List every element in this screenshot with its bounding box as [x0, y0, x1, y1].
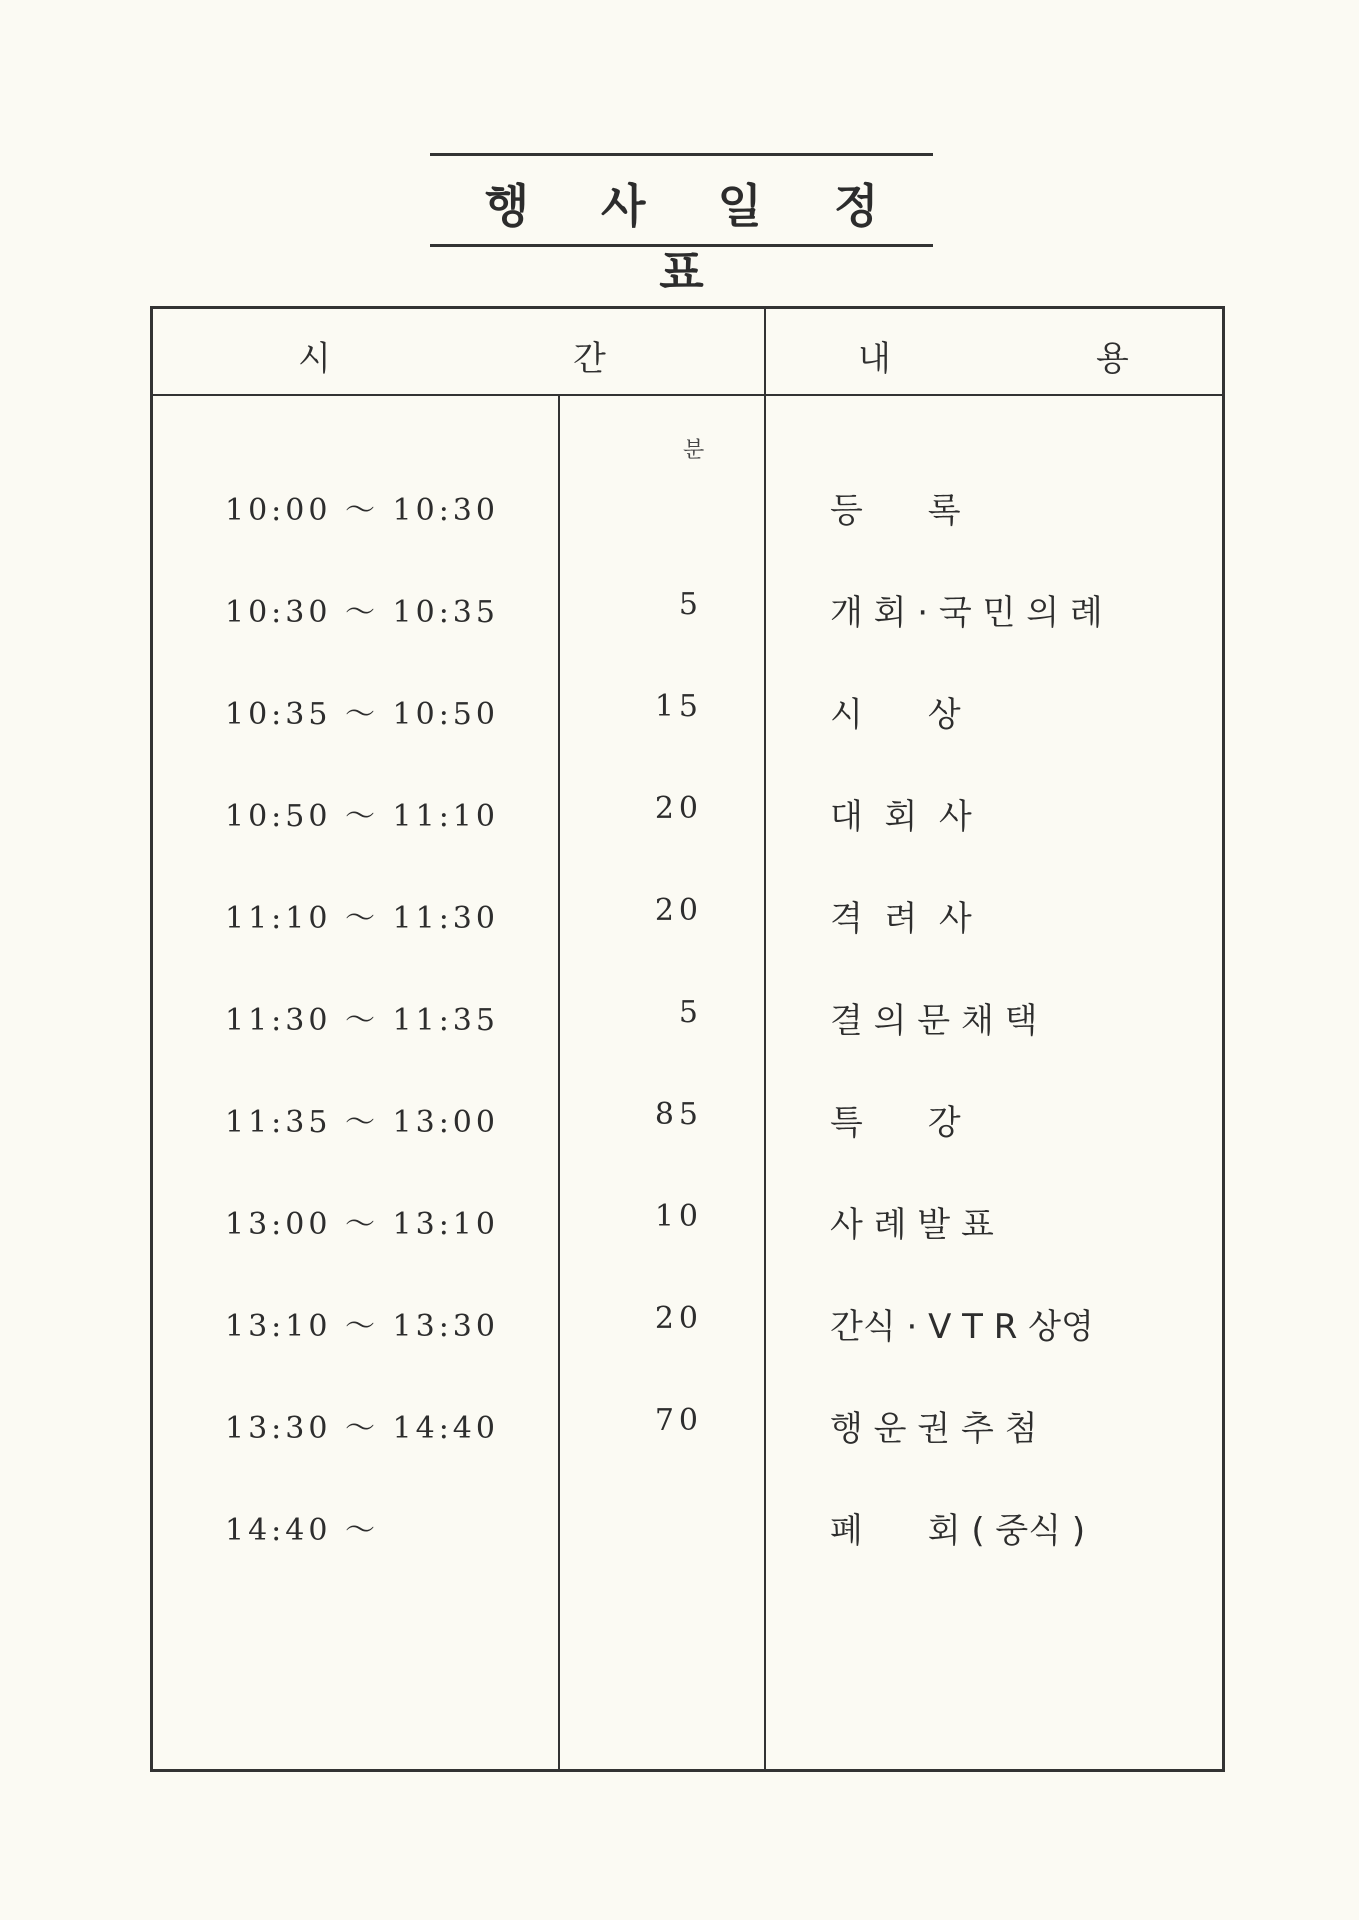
schedule-table [150, 306, 1225, 1772]
row-time: 13:00 ～ 13:10 [225, 1207, 499, 1242]
row-minutes: 20 [654, 1301, 703, 1336]
table-header [153, 309, 1222, 396]
row-time: 10:30 ～ 10:35 [225, 595, 499, 630]
header-content-char-2: 용 [1096, 339, 1129, 379]
title-block [430, 153, 933, 299]
table-row [153, 1189, 1222, 1249]
header-time-char-2: 간 [573, 339, 606, 379]
table-row [153, 577, 1222, 637]
page-title: 행 사 일 정 표 [484, 179, 907, 299]
row-minutes: 5 [678, 587, 703, 622]
row-minutes: 85 [654, 1097, 703, 1132]
minutes-unit-label: 분 [683, 438, 705, 463]
table-row [153, 781, 1222, 841]
row-content: 결 의 문 채 택 [830, 1001, 1038, 1041]
row-minutes: 15 [654, 689, 703, 724]
row-time: 10:00 ～ 10:30 [225, 493, 499, 528]
row-minutes: 20 [654, 791, 703, 826]
row-time: 13:10 ～ 13:30 [225, 1309, 499, 1344]
row-time: 10:35 ～ 10:50 [225, 697, 499, 732]
table-row [153, 1291, 1222, 1351]
row-time: 14:40 ～ [225, 1513, 379, 1548]
row-content: 특 강 [830, 1103, 961, 1143]
table-row [153, 1393, 1222, 1453]
row-minutes: 5 [678, 995, 703, 1030]
row-content: 사 례 발 표 [830, 1205, 994, 1245]
table-row [153, 1495, 1222, 1555]
row-minutes: 20 [654, 893, 703, 928]
row-content: 간식 · V T R 상영 [830, 1307, 1094, 1347]
row-time: 11:30 ～ 11:35 [225, 1003, 499, 1038]
header-time-char-1: 시 [298, 339, 331, 379]
row-time: 10:50 ～ 11:10 [225, 799, 499, 834]
row-time: 13:30 ～ 14:40 [225, 1411, 499, 1446]
row-content: 등 록 [830, 491, 961, 531]
row-content: 폐 회 ( 중식 ) [830, 1511, 1086, 1551]
table-row [153, 679, 1222, 739]
row-minutes: 10 [654, 1199, 703, 1234]
header-content-char-1: 내 [858, 339, 891, 379]
row-content: 시 상 [830, 695, 961, 735]
row-time: 11:10 ～ 11:30 [225, 901, 499, 936]
row-content: 행 운 권 추 첨 [830, 1409, 1038, 1449]
table-row [153, 1087, 1222, 1147]
row-content: 개 회 · 국 민 의 례 [830, 593, 1103, 633]
row-content: 격 려 사 [830, 899, 972, 939]
table-row [153, 475, 1222, 535]
row-content: 대 회 사 [830, 797, 972, 837]
row-minutes: 70 [654, 1403, 703, 1438]
row-time: 11:35 ～ 13:00 [225, 1105, 499, 1140]
table-row [153, 985, 1222, 1045]
table-row [153, 883, 1222, 943]
